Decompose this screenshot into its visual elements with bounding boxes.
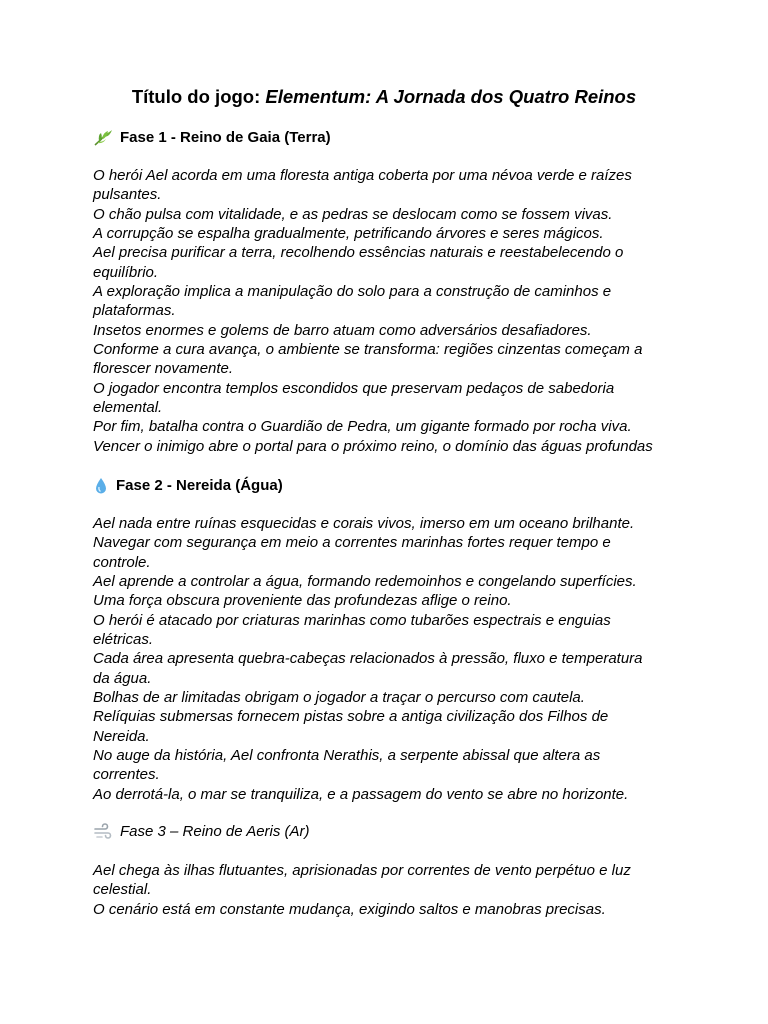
game-title bbox=[0, 86, 768, 108]
text-line: Ael nada entre ruínas esquecidas e corais vivos, imerso em um oceano brilhante. bbox=[93, 515, 635, 532]
phase-1-heading bbox=[93, 128, 331, 147]
text-line: Ael aprende a controlar a água, formando redemoinhos e congelando superfícies. bbox=[93, 573, 637, 591]
text-line: O herói é atacado por criaturas marinhas como tubarões espectrais e enguias bbox=[93, 611, 611, 629]
text-line: plataformas. bbox=[93, 302, 176, 320]
text-line: Ao derrotá-la, o mar se tranquiliza, e a passagem do vento se abre no horizonte. bbox=[93, 785, 629, 803]
text-line: Bolhas de ar limitadas obrigam o jogador a traçar o percurso com cautela. bbox=[93, 689, 585, 707]
game-name: Elementum: A Jornada dos Quatro Reinos bbox=[265, 86, 637, 107]
text-line: controle. bbox=[93, 553, 151, 571]
text-line: elemental. bbox=[93, 399, 163, 417]
text-line: A exploração implica a manipulação do solo para a construção de caminhos e bbox=[93, 283, 612, 301]
text-line: correntes. bbox=[93, 766, 160, 784]
text-line: A corrupção se espalha gradualmente, petrificando árvores e seres mágicos. bbox=[93, 225, 604, 243]
text-line: florescer novamente. bbox=[93, 360, 234, 378]
text-line: Ael precisa purificar a terra, recolhendo essências naturais e reestabelecendo o bbox=[93, 244, 624, 262]
text-line: O herói Ael acorda em uma floresta antiga coberta por uma névoa verde e raízes bbox=[93, 167, 632, 184]
text-line: Cada área apresenta quebra-cabeças relacionados à pressão, fluxo e temperatura bbox=[93, 650, 643, 668]
phase-1-title: Fase 1 - Reino de Gaia (Terra) bbox=[120, 129, 331, 146]
phase-2-heading bbox=[93, 476, 283, 495]
phase-3-title: Fase 3 – Reino de Aeris (Ar) bbox=[120, 823, 310, 840]
text-line: O jogador encontra templos escondidos que preservam pedaços de sabedoria bbox=[93, 379, 615, 397]
text-line: da água. bbox=[93, 669, 152, 687]
phase-1-text bbox=[93, 166, 683, 456]
text-line: No auge da história, Ael confronta Nerathis, a serpente abissal que altera as bbox=[93, 747, 601, 765]
phase-2-title: Fase 2 - Nereida (Água) bbox=[116, 477, 283, 494]
phase-2-text bbox=[93, 514, 683, 804]
text-line: Ael chega às ilhas flutuantes, aprisionadas por correntes de vento perpétuo e luz bbox=[93, 862, 631, 879]
phase-3-text bbox=[93, 861, 683, 919]
wind-icon bbox=[93, 823, 113, 841]
text-line: pulsantes. bbox=[93, 186, 162, 204]
text-line: Por fim, batalha contra o Guardião de Pedra, um gigante formado por rocha viva. bbox=[93, 418, 632, 436]
text-line: Insetos enormes e golems de barro atuam como adversários desafiadores. bbox=[93, 321, 592, 339]
text-line: elétricas. bbox=[93, 631, 154, 649]
text-line: celestial. bbox=[93, 881, 152, 899]
water-drop-icon bbox=[93, 477, 109, 495]
text-line: Uma força obscura proveniente das profundezas aflige o reino. bbox=[93, 592, 512, 610]
text-line: Conforme a cura avança, o ambiente se transforma: regiões cinzentas começam a bbox=[93, 341, 643, 359]
text-line: Nereida. bbox=[93, 727, 150, 745]
text-line: equilíbrio. bbox=[93, 263, 159, 281]
text-line: O chão pulsa com vitalidade, e as pedras se deslocam como se fossem vivas. bbox=[93, 205, 613, 223]
text-line: Relíquias submersas fornecem pistas sobre a antiga civilização dos Filhos de bbox=[93, 708, 609, 726]
text-line: O cenário está em constante mudança, exigindo saltos e manobras precisas. bbox=[93, 900, 606, 918]
text-line: Vencer o inimigo abre o portal para o próximo reino, o domínio das águas profundas bbox=[93, 437, 653, 455]
text-line: Navegar com segurança em meio a correntes marinhas fortes requer tempo e bbox=[93, 534, 611, 552]
title-label: Título do jogo: bbox=[131, 86, 266, 107]
leaf-icon bbox=[93, 129, 113, 147]
phase-3-heading bbox=[93, 822, 310, 841]
